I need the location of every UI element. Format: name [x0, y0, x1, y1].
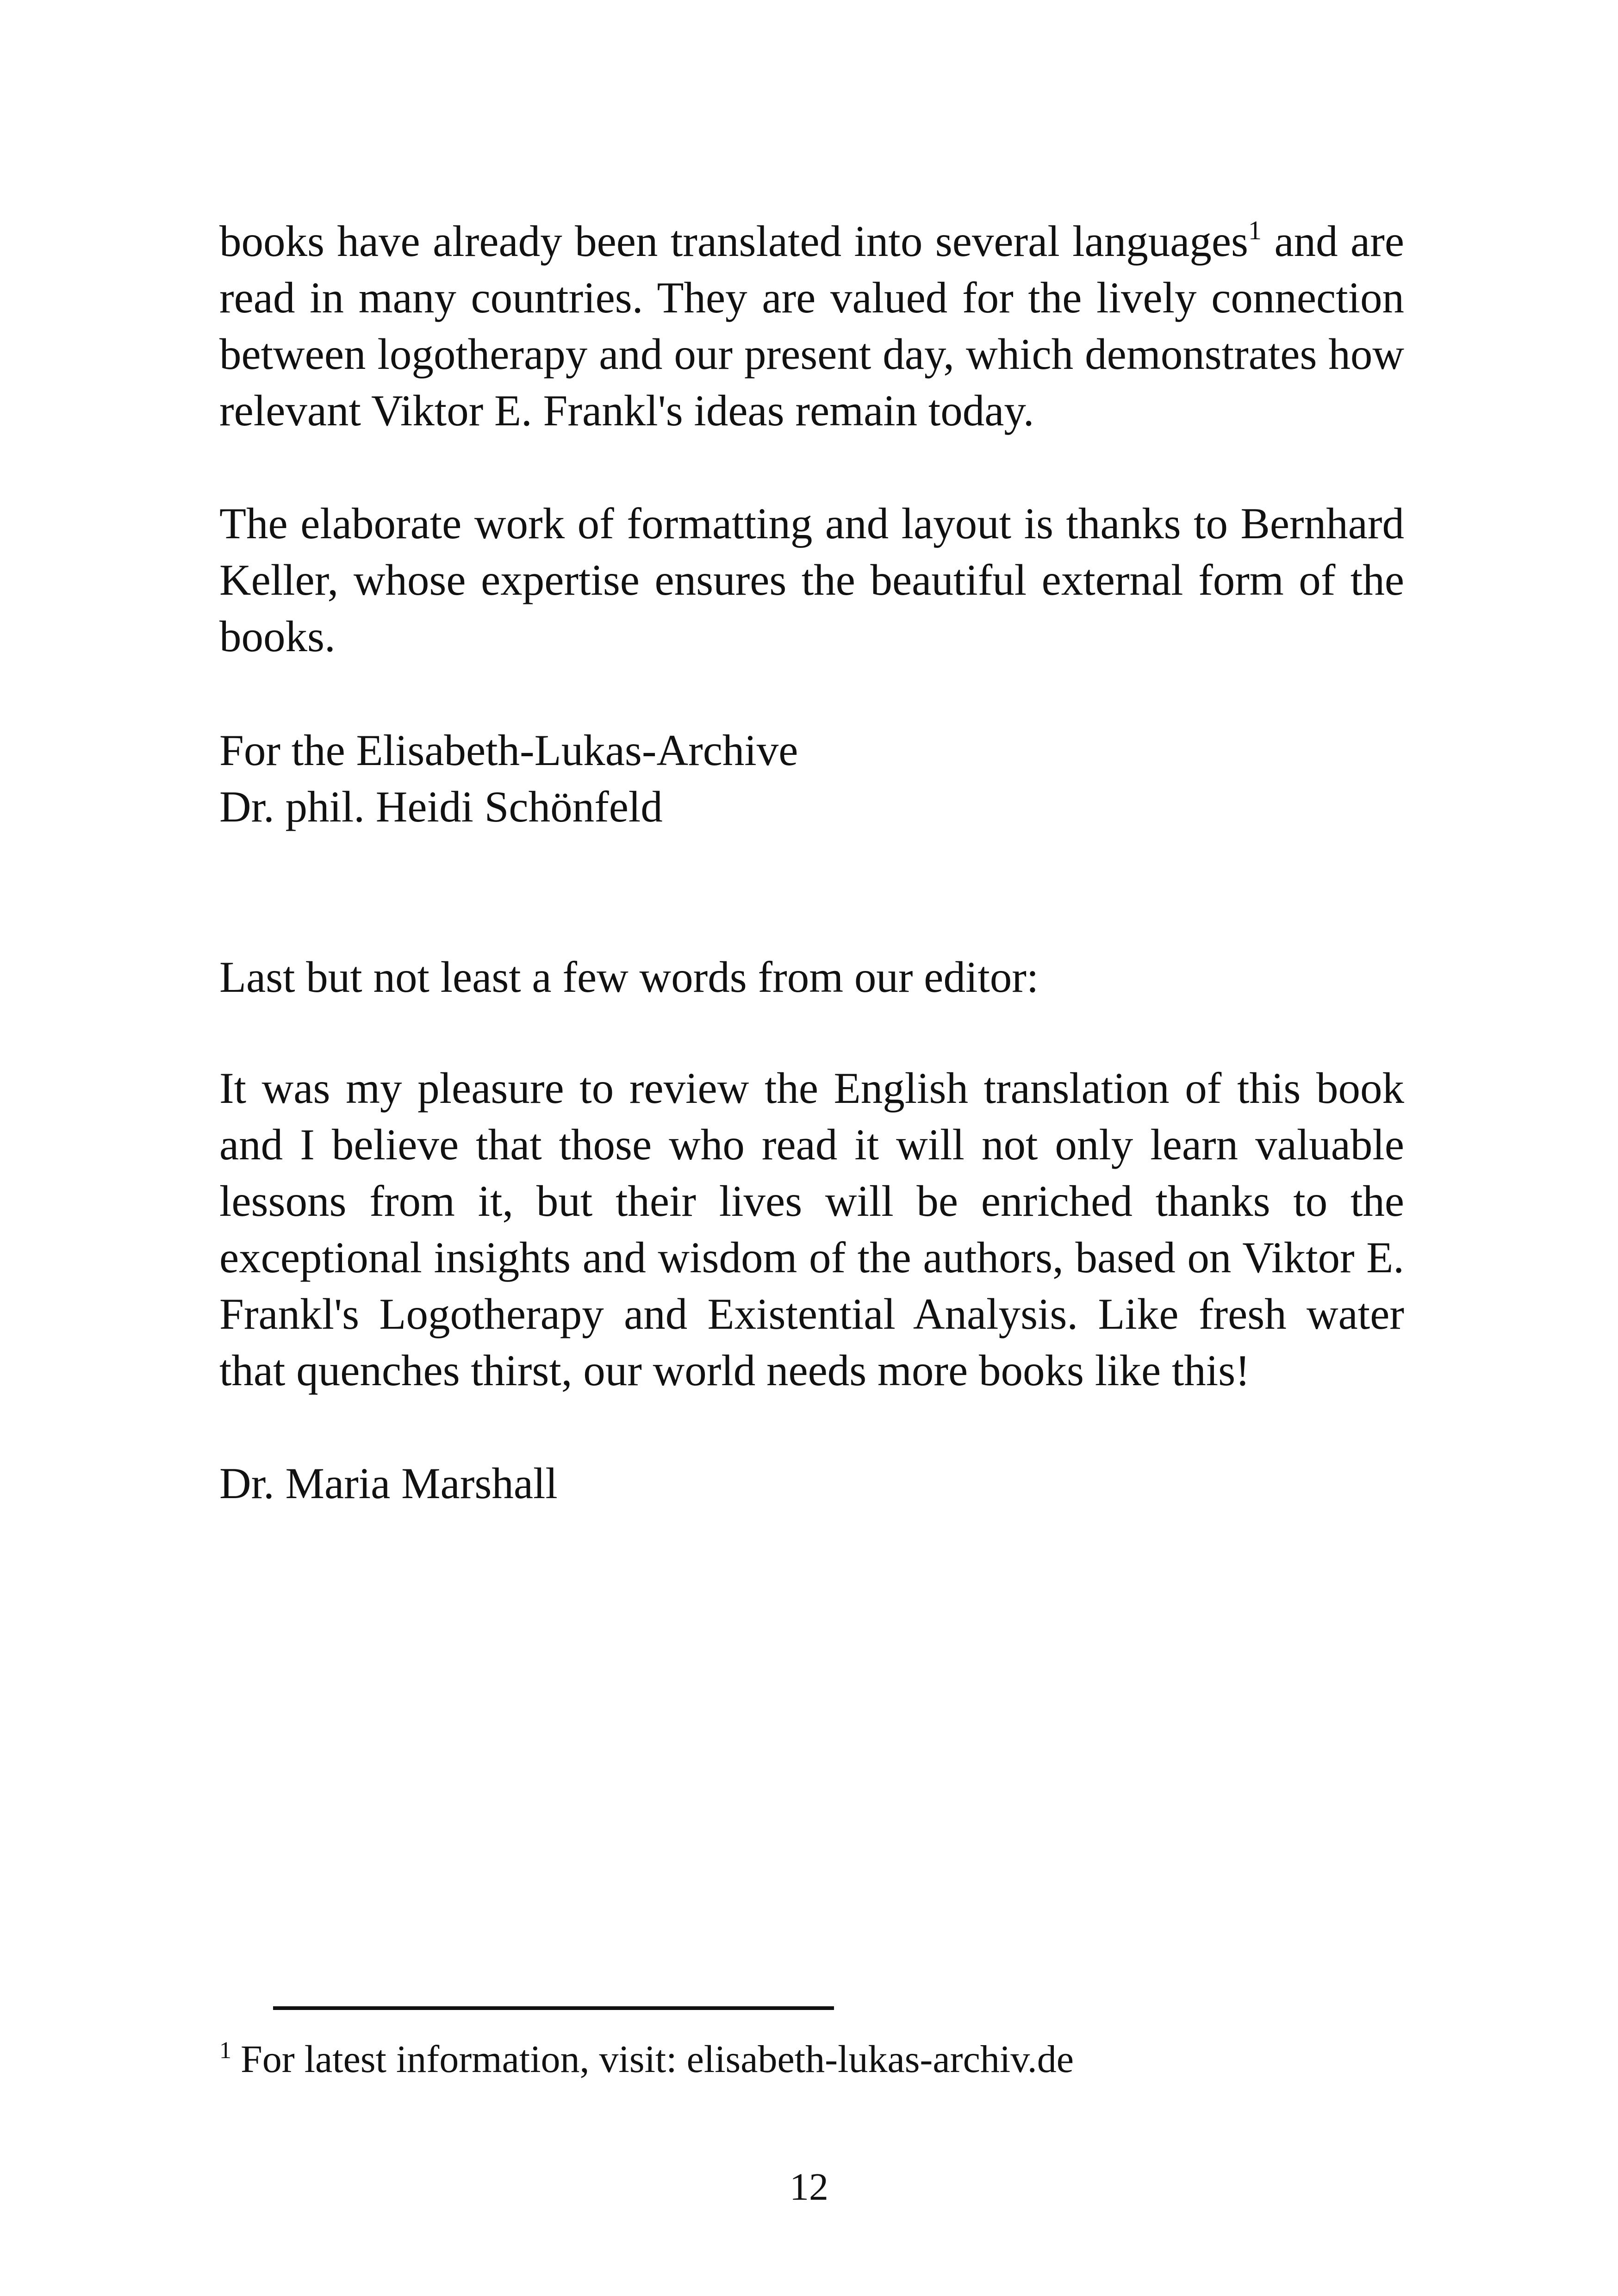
signature-archive-line-2: Dr. phil. Heidi Schönfeld: [219, 782, 663, 831]
footnote-text: For latest information, visit: elisabeth-lukas-archiv.de: [241, 2038, 1074, 2081]
paragraph-layout-credit: The elaborate work of formatting and layout is thanks to Bernhard Keller, whose expertise ensures the beautiful external form of the books.: [219, 499, 1404, 661]
footnote: [219, 2035, 1074, 2084]
page-number: 12: [790, 2165, 828, 2209]
paragraph-editor-words: It was my pleasure to review the English translation of this book and I believe that those who read it will not only learn valuable lessons from it, but their lives will be enriched thanks to the exceptional insights and wisdom of the authors, based on Viktor E. Frankl's Logotherapy and Existential Analysis. Like fresh water that quenches thirst, our world needs more books like this!: [219, 1064, 1404, 1395]
signature-archive: [219, 722, 1404, 835]
footnote-reference-mark: 1: [1248, 215, 1262, 245]
paragraph-translations: [219, 213, 1404, 439]
signature-archive-line-1: For the Elisabeth-Lukas-Archive: [219, 726, 798, 775]
paragraph-editor-intro: Last but not least a few words from our editor:: [219, 952, 1039, 1002]
signature-editor: Dr. Maria Marshall: [219, 1459, 558, 1508]
footnote-mark: 1: [219, 2037, 231, 2064]
paragraph-translations-text-start: books have already been translated into several languages: [219, 217, 1249, 266]
footnote-separator: [273, 2006, 834, 2010]
paragraph-translations-text-end: and are read in many countries. They are valued for the lively connection between logotherapy and our present day, which demonstrates how relevant Viktor E. Frankl's ideas remain today.: [219, 217, 1405, 435]
